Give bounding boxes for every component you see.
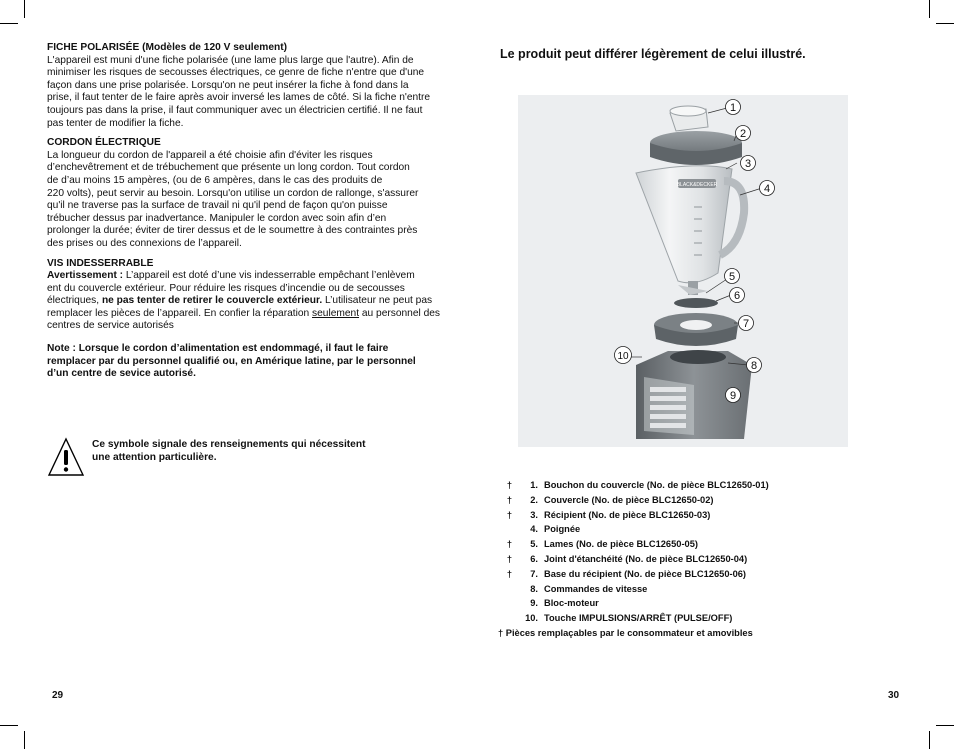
item-text: Lames (No. de pièce BLC12650-05) [544, 539, 698, 550]
svg-text:8: 8 [750, 360, 758, 372]
crop-mark [0, 725, 18, 726]
note-line: remplacer par du personnel qualifié ou, en Amérique latine, par le personnel [47, 355, 416, 367]
crop-mark [0, 23, 18, 24]
callout-3 [741, 156, 756, 171]
page-number-left: 29 [52, 690, 64, 701]
text-line: centres de service autorisés [47, 320, 174, 332]
crop-mark [24, 0, 25, 18]
callout-2 [736, 126, 751, 141]
section-polarized-plug [47, 42, 459, 130]
note-line: d’un centre de sevice autorisé. [47, 368, 196, 380]
svg-text:5: 5 [728, 271, 736, 283]
item-text: Couvercle (No. de pièce BLC12650-02) [544, 494, 714, 505]
item-text: Bloc-moteur [544, 598, 599, 609]
crop-mark [24, 731, 25, 749]
item-number: 4. [530, 524, 538, 535]
text-line: d’enchevêtrement et de trébuchement que présente un long cordon. Tout cordon [47, 162, 410, 174]
list-item [498, 611, 769, 626]
text-span: remplacer les pièces de l’appareil. En confier la réparation [47, 307, 313, 319]
dagger: † [506, 494, 512, 505]
dagger [498, 596, 512, 611]
svg-text:7: 7 [742, 318, 750, 330]
item-text: Récipient (No. de pièce BLC12650-03) [544, 509, 711, 520]
list-item [498, 522, 769, 537]
svg-text:3: 3 [744, 158, 752, 170]
page-number-right: 30 [888, 690, 900, 701]
callout-4 [760, 181, 775, 196]
list-item [498, 478, 769, 493]
list-item [498, 567, 769, 582]
item-text: Poignée [544, 524, 581, 535]
blender-illustration [518, 95, 848, 447]
dagger: † [506, 509, 512, 520]
note-block [47, 343, 459, 381]
crop-mark [936, 725, 954, 726]
warning-label: Avertissement : [47, 270, 124, 282]
text-line: minimiser les risques de secousses électriques, ce genre de fiche n'entre que d'une [47, 67, 425, 79]
item-number: 3. [530, 509, 538, 520]
item-number: 5. [530, 539, 538, 550]
text-line: prolonger la durée; éviter de tirer dessus et de le soumettre à des contraintes près [47, 225, 418, 237]
section-tamper-screw [47, 258, 459, 334]
lid-part [650, 131, 742, 165]
text-span: électriques, [47, 295, 102, 307]
text-line [47, 308, 459, 321]
crop-mark [936, 23, 954, 24]
dagger: † [506, 480, 512, 490]
item-number: 6. [530, 553, 538, 564]
section-heading: VIS INDESSERRABLE [47, 257, 154, 269]
text-line: Ce symbole signale des renseignements qui nécessitent [92, 439, 366, 450]
page-title: Le produit peut différer légèrement de celui illustré. [500, 47, 806, 61]
text-line: une attention particulière. [92, 451, 217, 463]
list-item [498, 596, 769, 611]
list-item [498, 493, 769, 508]
item-number: 2. [530, 494, 538, 505]
blender-drawing [518, 95, 848, 447]
dagger [498, 522, 512, 537]
svg-text:1: 1 [729, 102, 737, 114]
crop-mark [929, 0, 930, 18]
note-line: Note : Lorsque le cordon d’alimentation est endommagé, il faut le faire [47, 343, 389, 355]
footnote: † Pièces remplaçables par le consommateur et amovibles [498, 627, 753, 638]
text-line: La longueur du cordon de l'appareil a été choisie afin d'éviter les risques [47, 149, 373, 161]
callout-8 [747, 358, 762, 373]
item-number: 1. [530, 480, 538, 490]
text-line: trébucher dessus par inadvertance. Manipuler le cordon avec soin afin d’en [47, 212, 387, 224]
svg-text:6: 6 [733, 290, 741, 302]
text-line: 220 volts), peut servir au besoin. Lorsqu'on utilise un cordon de rallonge, s'assurer [47, 187, 419, 199]
gasket-part [674, 298, 718, 308]
text-span: L’utilisateur ne peut pas [322, 295, 433, 307]
section-heading: CORDON ÉLECTRIQUE [47, 137, 161, 149]
list-item [498, 552, 769, 567]
item-text: Bouchon du couvercle (No. de pièce BLC12650-01) [544, 480, 769, 490]
list-item [498, 537, 769, 552]
section-heading: FICHE POLARISÉE (Modèles de 120 V seulement) [47, 42, 288, 53]
dagger [498, 582, 512, 597]
svg-text:2: 2 [739, 128, 747, 140]
text-line: ent du couvercle extérieur. Pour réduire les risques d’incendie ou de secousses [47, 282, 405, 294]
jar-base-part [654, 313, 738, 346]
item-number: 10. [525, 613, 538, 624]
warning-symbol-text [92, 439, 422, 464]
text-line: prise, il faut tenter de le faire après avoir inversé les lames de côté. Si la fiche n'entre [47, 92, 431, 104]
svg-text:4: 4 [763, 183, 771, 195]
list-item [498, 508, 769, 523]
list-item [498, 582, 769, 597]
warning-symbol-block [47, 437, 467, 477]
text-line: des prises ou des connexions de l’appareil. [47, 237, 242, 249]
text-line: L'appareil est muni d'une fiche polarisée (une lame plus large que l'autre). Afin de [47, 54, 414, 66]
text-line: de d’au moins 15 ampères, (ou de 6 ampères, dans le cas des produits de [47, 174, 383, 186]
callout-10 [615, 347, 632, 364]
underlined-text: seulement [312, 307, 360, 319]
dagger [498, 611, 512, 626]
callout-7 [739, 316, 754, 331]
bold-text: ne pas tenter de retirer le couvercle extérieur. [101, 295, 323, 307]
item-text: Touche IMPULSIONS/ARRÊT (PULSE/OFF) [544, 613, 733, 624]
text-line: pas tenter de modifier la fiche. [47, 117, 184, 129]
text-line [47, 270, 459, 283]
item-text: Commandes de vitesse [544, 583, 648, 594]
section-power-cord [47, 137, 459, 250]
dagger: † [506, 539, 512, 550]
text-line [47, 295, 459, 308]
dagger: † [506, 553, 512, 564]
callout-9 [726, 388, 741, 403]
item-number: 7. [530, 568, 538, 579]
callout-6 [730, 288, 745, 303]
brand-text: BLACK&DECKER [676, 182, 718, 188]
text-line: toujours pas dans la prise, il faut communiquer avec un électricien certifié. Il ne faut [47, 104, 423, 116]
item-text: Base du récipient (No. de pièce BLC12650-06) [544, 568, 747, 579]
lid-cap-part [670, 106, 708, 131]
text-line: qu'il ne traverse pas la surface de travail ni qu'il pend de façon qu'on puisse [47, 200, 388, 212]
parts-list [498, 478, 769, 641]
text-span: L’appareil est doté d’une vis indesserrable empêchant l’enlèvem [123, 270, 415, 282]
callout-5 [725, 269, 740, 284]
text-span: au personnel des [359, 307, 441, 319]
text-line: façon dans une prise polarisée. Lorsqu'on ne peut insérer la fiche à fond dans la [47, 79, 409, 91]
item-number: 9. [530, 598, 538, 609]
svg-text:9: 9 [729, 390, 737, 402]
crop-mark [929, 731, 930, 749]
item-text: Joint d'étanchéité (No. de pièce BLC12650-04) [544, 553, 748, 564]
dagger: † [506, 568, 512, 579]
callout-1 [726, 100, 741, 115]
svg-text:10: 10 [617, 351, 629, 362]
item-number: 8. [530, 583, 538, 594]
warning-triangle-icon [47, 437, 85, 477]
left-page-text [47, 42, 459, 381]
